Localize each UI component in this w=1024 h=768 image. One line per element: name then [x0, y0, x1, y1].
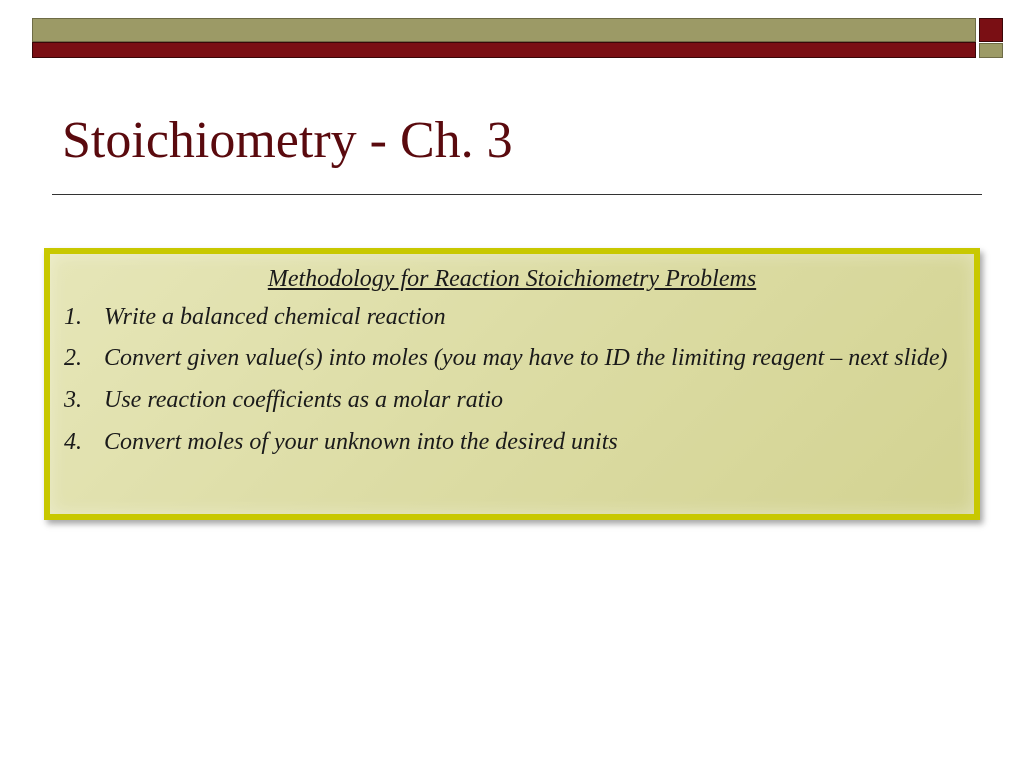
methodology-box [44, 248, 980, 520]
slide-title: Stoichiometry - Ch. 3 [62, 112, 513, 169]
step-item [64, 300, 960, 334]
step-number: 2. [64, 345, 82, 371]
step-text: Convert moles of your unknown into the desired units [104, 429, 618, 455]
step-item [64, 425, 960, 459]
step-item [64, 383, 960, 417]
header-olive-bar [32, 18, 976, 42]
step-text: Convert given value(s) into moles (you may have to ID the limiting reagent – next slide) [104, 345, 948, 371]
title-divider [52, 194, 982, 195]
step-number: 1. [64, 304, 82, 330]
header-maroon-square [979, 18, 1003, 42]
step-text: Write a balanced chemical reaction [104, 304, 446, 330]
methodology-heading: Methodology for Reaction Stoichiometry Problems [267, 266, 757, 292]
header-olive-square [979, 43, 1003, 58]
header-maroon-bar [32, 42, 976, 58]
step-number: 4. [64, 429, 82, 455]
step-number: 3. [64, 387, 82, 413]
step-text: Use reaction coefficients as a molar ratio [104, 387, 504, 413]
step-item [64, 342, 960, 375]
